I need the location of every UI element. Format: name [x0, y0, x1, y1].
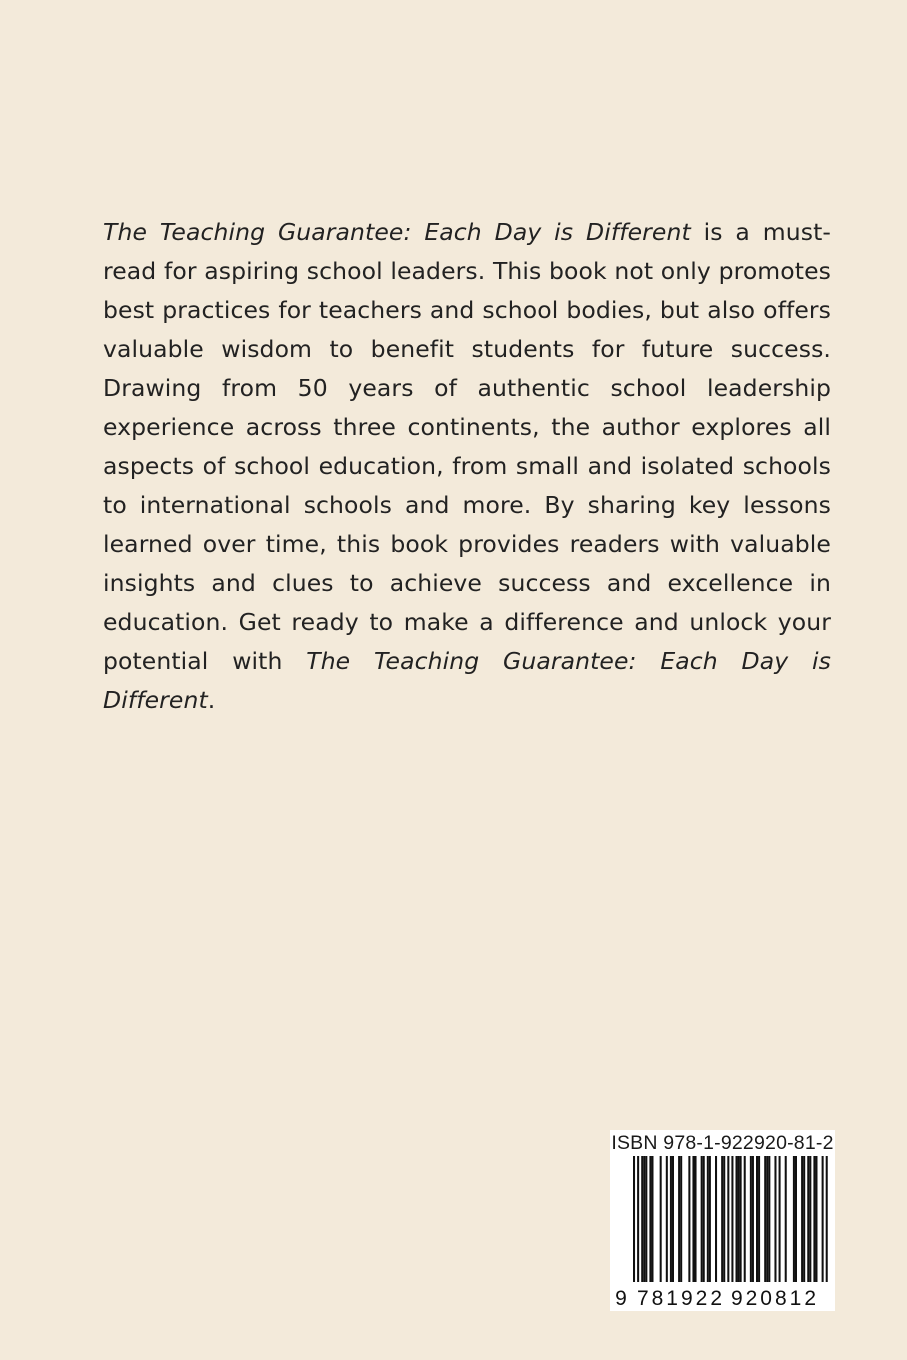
- blurb-end-punctuation: .: [207, 686, 216, 714]
- barcode-bar: [709, 1156, 711, 1282]
- barcode-bar: [703, 1156, 705, 1282]
- isbn-barcode: [610, 1130, 835, 1311]
- blurb-body: is a must-read for aspiring school leaders. This book not only promotes best practices for teachers and school bodies, but also offers valuable wisdom to benefit students for future success. Drawing from 50 years of authentic school leadership experience across three continents, the author explores all aspects of school education, from small and isolated schools to international schools and more. By sharing key lessons learned over time, this book provides readers with valuable insights and clues to achieve success and excellence in education. Get ready to make a difference and unlock your potential with: [103, 218, 831, 675]
- barcode-bar: [715, 1156, 717, 1282]
- barcode-bar: [666, 1156, 668, 1282]
- barcode-bar: [813, 1156, 815, 1282]
- barcode-bar: [774, 1156, 776, 1282]
- barcode-bar: [752, 1156, 754, 1282]
- barcode-bar: [758, 1156, 760, 1282]
- barcode-bar: [678, 1156, 680, 1282]
- barcode-bar: [766, 1156, 768, 1282]
- barcode-bar: [651, 1156, 653, 1282]
- ean-left-group: 781922: [636, 1287, 726, 1310]
- ean-first-digit: 9: [615, 1287, 627, 1310]
- barcode-bar: [645, 1156, 647, 1282]
- barcode-bar: [801, 1156, 803, 1282]
- barcode-bar: [707, 1156, 709, 1282]
- barcode-bar: [695, 1156, 697, 1282]
- barcode-bar: [660, 1156, 662, 1282]
- barcode-bar: [795, 1156, 797, 1282]
- barcode-bar: [793, 1156, 795, 1282]
- barcode-bar: [803, 1156, 805, 1282]
- barcode-bar: [807, 1156, 809, 1282]
- barcode-guard-bar: [727, 1156, 729, 1296]
- barcode-bar: [809, 1156, 811, 1282]
- barcode-bar: [744, 1156, 746, 1282]
- barcode-bar: [750, 1156, 752, 1282]
- ean-right-group: 920812: [730, 1287, 820, 1310]
- barcode-bars: [610, 1156, 835, 1311]
- barcode-bar: [688, 1156, 690, 1282]
- barcode-bar: [701, 1156, 703, 1282]
- barcode-bar: [672, 1156, 674, 1282]
- barcode-bar: [740, 1156, 742, 1282]
- barcode-bar: [641, 1156, 643, 1282]
- isbn-label: ISBN 978-1-922920-81-2: [611, 1132, 834, 1154]
- barcode-bar: [768, 1156, 770, 1282]
- barcode-bar: [723, 1156, 725, 1282]
- barcode-bar: [779, 1156, 781, 1282]
- barcode-bar: [670, 1156, 672, 1282]
- barcode-bar-group: [633, 1156, 828, 1296]
- barcode-bar: [764, 1156, 766, 1282]
- barcode-guard-bar: [637, 1156, 639, 1296]
- barcode-bar: [643, 1156, 645, 1282]
- barcode-bar: [736, 1156, 738, 1282]
- barcode-bar: [756, 1156, 758, 1282]
- barcode-guard-bar: [731, 1156, 733, 1296]
- book-title-italic: The Teaching Guarantee: Each Day is Different: [103, 218, 691, 246]
- barcode-bar: [649, 1156, 651, 1282]
- barcode-bar: [738, 1156, 740, 1282]
- barcode-bar: [692, 1156, 694, 1282]
- barcode-bar: [785, 1156, 787, 1282]
- book-title-italic-closing: The Teaching Guarantee: Each Day is Different: [103, 647, 831, 714]
- barcode-bar: [680, 1156, 682, 1282]
- barcode-bar: [815, 1156, 817, 1282]
- back-cover-blurb: [103, 213, 831, 720]
- barcode-guard-bar: [822, 1156, 824, 1296]
- barcode-bar: [721, 1156, 723, 1282]
- barcode-guard-bar: [633, 1156, 635, 1296]
- barcode-guard-bar: [826, 1156, 828, 1296]
